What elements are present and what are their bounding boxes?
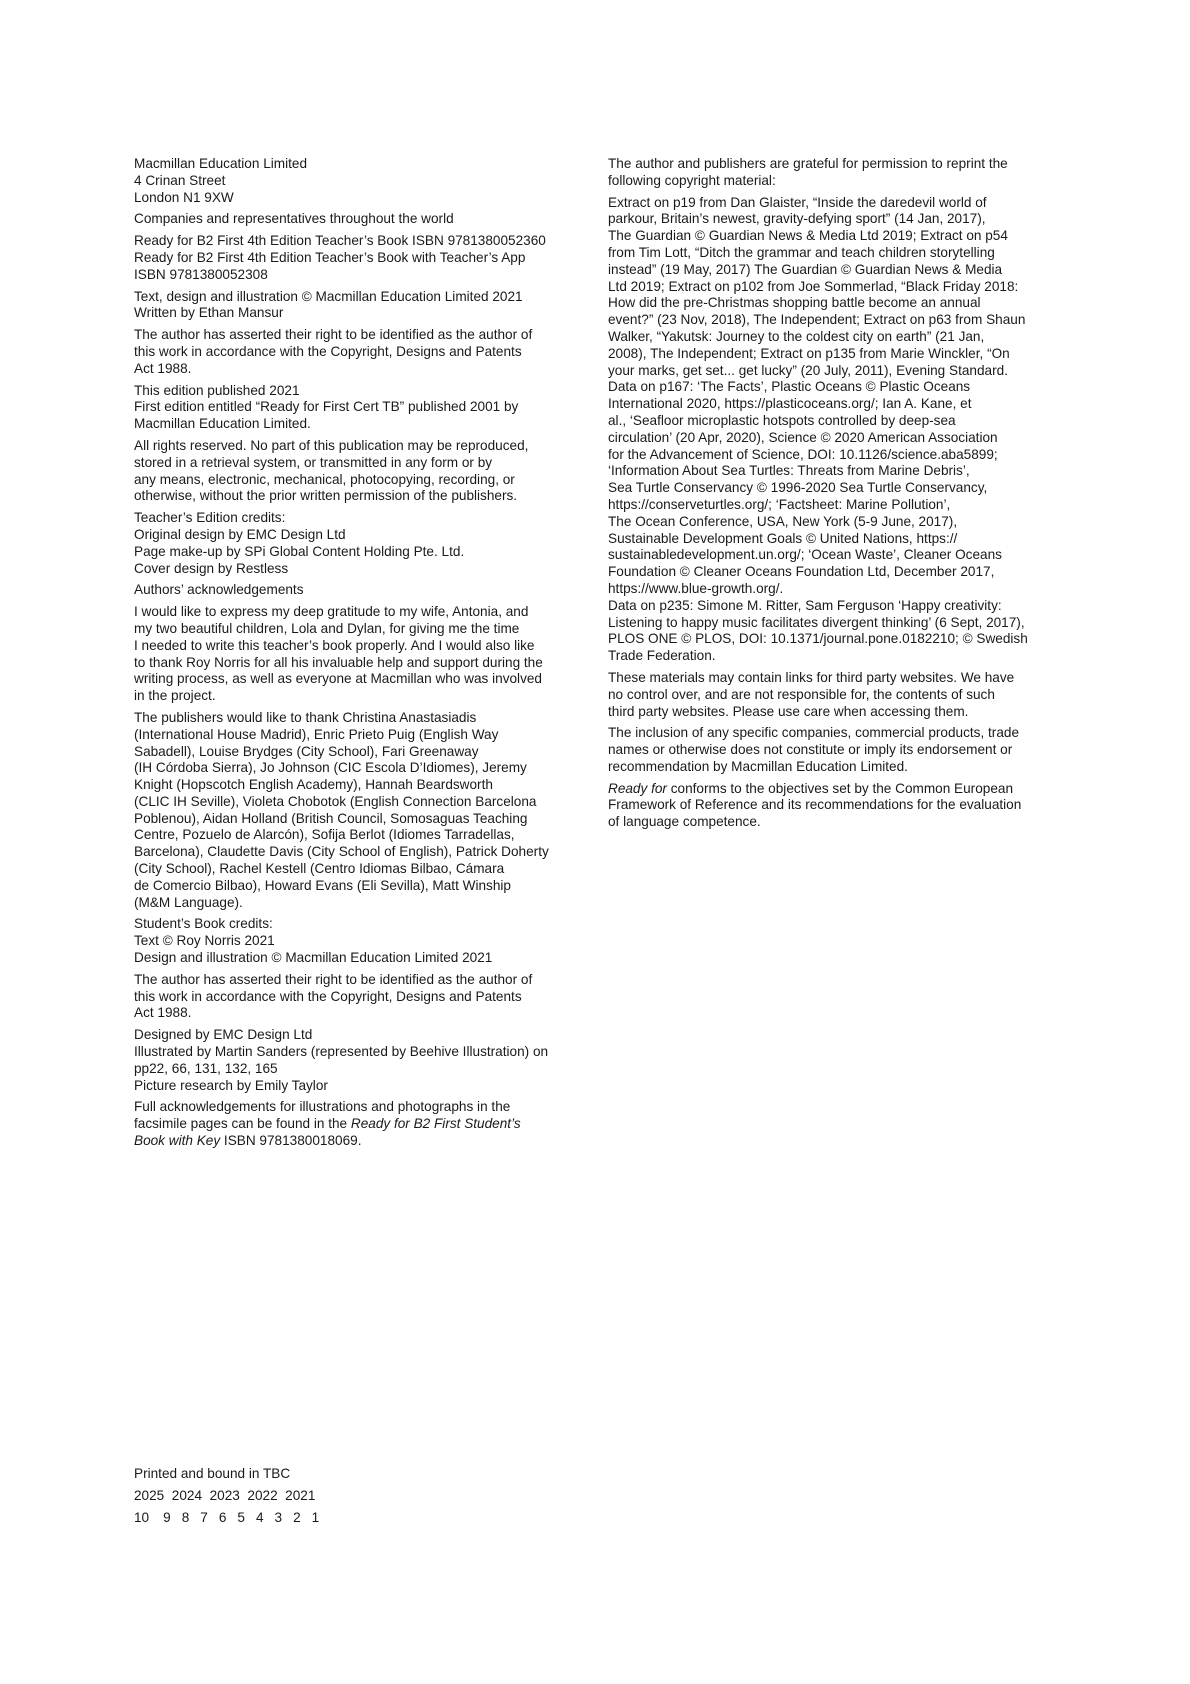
left-text-line: Illustrated by Martin Sanders (represented by Beehive Illustration) on <box>134 1044 549 1060</box>
left-text-line: Companies and representatives throughout the world <box>134 211 454 227</box>
left-text-line: Teacher’s Edition credits: <box>134 510 286 526</box>
left-text-line: this work in accordance with the Copyright, Designs and Patents <box>134 988 522 1004</box>
impression-number: 8 <box>181 1509 190 1525</box>
full-acknowledgements <box>134 1099 586 1149</box>
isbn-text: ISBN 9781380018069. <box>220 1133 362 1149</box>
left-text-line: Macmillan Education Limited. <box>134 416 311 432</box>
right-text-line: al., ‘Seafloor microplastic hotspots controlled by deep-sea <box>608 412 956 428</box>
impression-number: 6 <box>218 1509 227 1525</box>
left-text-line: stored in a retrieval system, or transmitted in any form or by <box>134 454 493 470</box>
right-text-line: Foundation © Cleaner Oceans Foundation Ltd, December 2017, <box>608 564 995 580</box>
impression-numbers <box>134 1510 586 1527</box>
right-text-line: parkour, Britain’s newest, gravity-defying sport” (14 Jan, 2017), <box>608 211 986 227</box>
left-text-line: (International House Madrid), Enric Prieto Puig (English Way <box>134 726 499 742</box>
right-blocks <box>608 156 1063 776</box>
left-text-line: Macmillan Education Limited <box>134 156 308 171</box>
right-text-line: The Ocean Conference, USA, New York (5-9 June, 2017), <box>608 513 958 529</box>
right-text-line: The inclusion of any specific companies, commercial products, trade <box>608 725 1020 741</box>
right-paragraph <box>608 725 1063 775</box>
impression-number: 4 <box>255 1509 264 1525</box>
left-text-line: All rights reserved. No part of this publication may be reproduced, <box>134 437 529 453</box>
impression-number: 5 <box>237 1509 245 1525</box>
full-ack-line-1: Full acknowledgements for illustrations and photographs in the <box>134 1099 511 1115</box>
printed-bound: Printed and bound in TBC <box>134 1466 291 1481</box>
left-paragraph <box>134 710 586 912</box>
left-text-line: pp22, 66, 131, 132, 165 <box>134 1060 278 1076</box>
left-text-line: I would like to express my deep gratitude to my wife, Antonia, and <box>134 604 529 620</box>
right-text-line: https://conserveturtles.org/; ‘Factsheet: Marine Pollution’, <box>608 496 951 512</box>
left-paragraph <box>134 211 586 228</box>
left-paragraph <box>134 1027 586 1094</box>
ready-for-statement <box>608 781 1063 831</box>
left-text-line: my two beautiful children, Lola and Dylan, for giving me the time <box>134 620 520 636</box>
right-text-line: International 2020, https://plasticoceans.org/; Ian A. Kane, et <box>608 396 972 412</box>
ready-for-line-2: Framework of Reference and its recommendations for the evaluation <box>608 797 1022 813</box>
right-text-line: following copyright material: <box>608 172 776 188</box>
ready-for-line-1 <box>608 781 1063 798</box>
left-text-line: (City School), Rachel Kestell (Centro Idiomas Bilbao, Cámara <box>134 861 505 877</box>
right-paragraph <box>608 195 1063 665</box>
right-text-line: for the Advancement of Science, DOI: 10.1126/science.aba5899; <box>608 446 998 462</box>
left-text-line: Page make-up by SPi Global Content Holding Pte. Ltd. <box>134 543 465 559</box>
right-text-line: names or otherwise does not constitute or imply its endorsement or <box>608 742 1013 758</box>
left-text-line: Student’s Book credits: <box>134 916 273 932</box>
left-text-line: Centre, Pozuelo de Alarcón), Sofija Berlot (Idiomes Tarradellas, <box>134 827 515 843</box>
left-text-line: Sabadell), Louise Brydges (City School), Fari Greenaway <box>134 743 479 759</box>
left-text-line: de Comercio Bilbao), Howard Evans (Eli Sevilla), Matt Winship <box>134 877 511 893</box>
impression-number: 3 <box>274 1509 283 1525</box>
right-paragraph <box>608 156 1063 190</box>
right-column <box>608 156 1063 836</box>
left-paragraph <box>134 438 586 505</box>
left-text-line: Barcelona), Claudette Davis (City School of English), Patrick Doherty <box>134 844 549 860</box>
left-paragraph <box>134 327 586 377</box>
left-text-line: First edition entitled “Ready for First Cert TB” published 2001 by <box>134 399 519 415</box>
print-years: 2025 2024 2023 2022 2021 <box>134 1487 316 1503</box>
right-text-line: sustainabledevelopment.un.org/; ‘Ocean Waste’, Cleaner Oceans <box>608 547 1002 563</box>
right-text-line: The Guardian © Guardian News & Media Ltd 2019; Extract on p54 <box>608 228 1008 244</box>
right-text-line: Listening to happy music facilitates divergent thinking’ (6 Sept, 2017), <box>608 614 1025 630</box>
left-text-line: London N1 9XW <box>134 189 234 205</box>
series-title: Ready for <box>608 780 667 796</box>
full-ack-line-3 <box>134 1133 586 1150</box>
left-text-line: The publishers would like to thank Christina Anastasiadis <box>134 709 477 725</box>
left-text-line: writing process, as well as everyone at Macmillan who was involved <box>134 671 542 687</box>
right-text-line: event?” (23 Nov, 2018), The Independent; Extract on p63 from Shaun <box>608 312 1026 328</box>
left-text-line: Written by Ethan Mansur <box>134 305 284 321</box>
left-paragraph <box>134 916 586 966</box>
right-text-line: from Tim Lott, “Ditch the grammar and teach children storytelling <box>608 244 995 260</box>
left-text-line: (CLIC IH Seville), Violeta Chobotok (English Connection Barcelona <box>134 793 537 809</box>
right-text-line: ‘Information About Sea Turtles: Threats from Marine Debris’, <box>608 463 970 479</box>
right-text-line: Ltd 2019; Extract on p102 from Joe Sommerlad, “Black Friday 2018: <box>608 278 1019 294</box>
left-text-line: to thank Roy Norris for all his invaluable help and support during the <box>134 654 543 670</box>
left-text-line: 4 Crinan Street <box>134 172 226 188</box>
left-text-line: I needed to write this teacher’s book properly. And I would also like <box>134 637 535 653</box>
ready-for-text: conforms to the objectives set by the Common European <box>666 780 1014 796</box>
left-text-line: Design and illustration © Macmillan Education Limited 2021 <box>134 950 493 966</box>
left-text-line: any means, electronic, mechanical, photocopying, recording, or <box>134 471 515 487</box>
right-text-line: PLOS ONE © PLOS, DOI: 10.1371/journal.pone.0182210; © Swedish <box>608 631 1028 647</box>
left-paragraph <box>134 383 586 433</box>
right-text-line: How did the pre-Christmas shopping battle become an annual <box>608 295 981 311</box>
right-text-line: Extract on p19 from Dan Glaister, “Inside the daredevil world of <box>608 194 987 210</box>
right-text-line: Sea Turtle Conservancy © 1996-2020 Sea Turtle Conservancy, <box>608 480 988 496</box>
left-text-line: ISBN 9781380052308 <box>134 266 268 282</box>
left-paragraph <box>134 156 586 206</box>
right-text-line: Trade Federation. <box>608 648 716 664</box>
left-column <box>134 156 586 1155</box>
left-text-line: (M&M Language). <box>134 894 243 910</box>
left-text-line: Act 1988. <box>134 360 192 376</box>
full-ack-line-2 <box>134 1116 586 1133</box>
left-text-line: The author has asserted their right to be identified as the author of <box>134 327 533 343</box>
left-text-line: Designed by EMC Design Ltd <box>134 1027 313 1043</box>
left-text-line: Text, design and illustration © Macmillan Education Limited 2021 <box>134 288 523 304</box>
right-text-line: https://www.blue-growth.org/. <box>608 580 784 596</box>
impression-number: 10 <box>134 1509 150 1525</box>
right-text-line: your marks, get set... get lucky” (20 July, 2011), Evening Standard. <box>608 362 1008 378</box>
full-ack-text: facsimile pages can be found in the <box>134 1116 351 1132</box>
impression-number: 7 <box>200 1509 208 1525</box>
left-text-line: Authors’ acknowledgements <box>134 582 304 598</box>
left-text-line: this work in accordance with the Copyright, Designs and Patents <box>134 343 522 359</box>
left-text-line: Act 1988. <box>134 1005 192 1021</box>
left-text-line: otherwise, without the prior written permission of the publishers. <box>134 488 518 504</box>
left-blocks <box>134 156 586 1094</box>
left-text-line: Ready for B2 First 4th Edition Teacher’s Book with Teacher’s App <box>134 249 526 265</box>
left-text-line: Poblenou), Aidan Holland (British Council, Somosaguas Teaching <box>134 810 528 826</box>
right-text-line: 2008), The Independent; Extract on p135 from Marie Winckler, “On <box>608 345 1010 361</box>
impression-number: 1 <box>311 1509 320 1525</box>
left-text-line: Text © Roy Norris 2021 <box>134 933 275 949</box>
impression-number: 9 <box>163 1509 171 1525</box>
left-paragraph <box>134 582 586 599</box>
right-text-line: Walker, “Yakutsk: Journey to the coldest city on earth” (21 Jan, <box>608 328 985 344</box>
left-text-line: Knight (Hopscotch English Academy), Hannah Beardsworth <box>134 777 493 793</box>
left-text-line: Cover design by Restless <box>134 560 289 576</box>
book-title: Ready for B2 First Student’s <box>350 1116 521 1132</box>
right-text-line: third party websites. Please use care when accessing them. <box>608 703 969 719</box>
right-text-line: no control over, and are not responsible for, the contents of such <box>608 686 995 702</box>
left-paragraph <box>134 972 586 1022</box>
left-text-line: Original design by EMC Design Ltd <box>134 526 346 542</box>
left-text-line: Picture research by Emily Taylor <box>134 1077 328 1093</box>
left-text-line: (IH Córdoba Sierra), Jo Johnson (CIC Escola D’Idiomes), Jeremy <box>134 760 527 776</box>
impression-number: 2 <box>293 1509 301 1525</box>
ready-for-line-3: of language competence. <box>608 814 761 830</box>
right-text-line: Data on p167: ‘The Facts’, Plastic Oceans © Plastic Oceans <box>608 379 971 395</box>
left-paragraph <box>134 510 586 577</box>
right-text-line: Sustainable Development Goals © United Nations, https:// <box>608 530 958 546</box>
right-text-line: recommendation by Macmillan Education Limited. <box>608 758 908 774</box>
left-text-line: in the project. <box>134 688 216 704</box>
left-paragraph <box>134 289 586 323</box>
print-info <box>134 1466 586 1531</box>
left-paragraph <box>134 233 586 283</box>
left-text-line: This edition published 2021 <box>134 382 300 398</box>
left-text-line: The author has asserted their right to be identified as the author of <box>134 971 533 987</box>
book-title-cont: Book with Key <box>134 1133 221 1149</box>
right-text-line: circulation’ (20 Apr, 2020), Science © 2020 American Association <box>608 429 998 445</box>
right-text-line: Data on p235: Simone M. Ritter, Sam Ferguson ‘Happy creativity: <box>608 597 1002 613</box>
left-text-line: Ready for B2 First 4th Edition Teacher’s Book ISBN 9781380052360 <box>134 233 546 249</box>
left-paragraph <box>134 604 586 705</box>
right-paragraph <box>608 670 1063 720</box>
right-text-line: instead” (19 May, 2017) The Guardian © Guardian News & Media <box>608 261 1003 277</box>
right-text-line: The author and publishers are grateful for permission to reprint the <box>608 156 1008 171</box>
right-text-line: These materials may contain links for third party websites. We have <box>608 669 1015 685</box>
